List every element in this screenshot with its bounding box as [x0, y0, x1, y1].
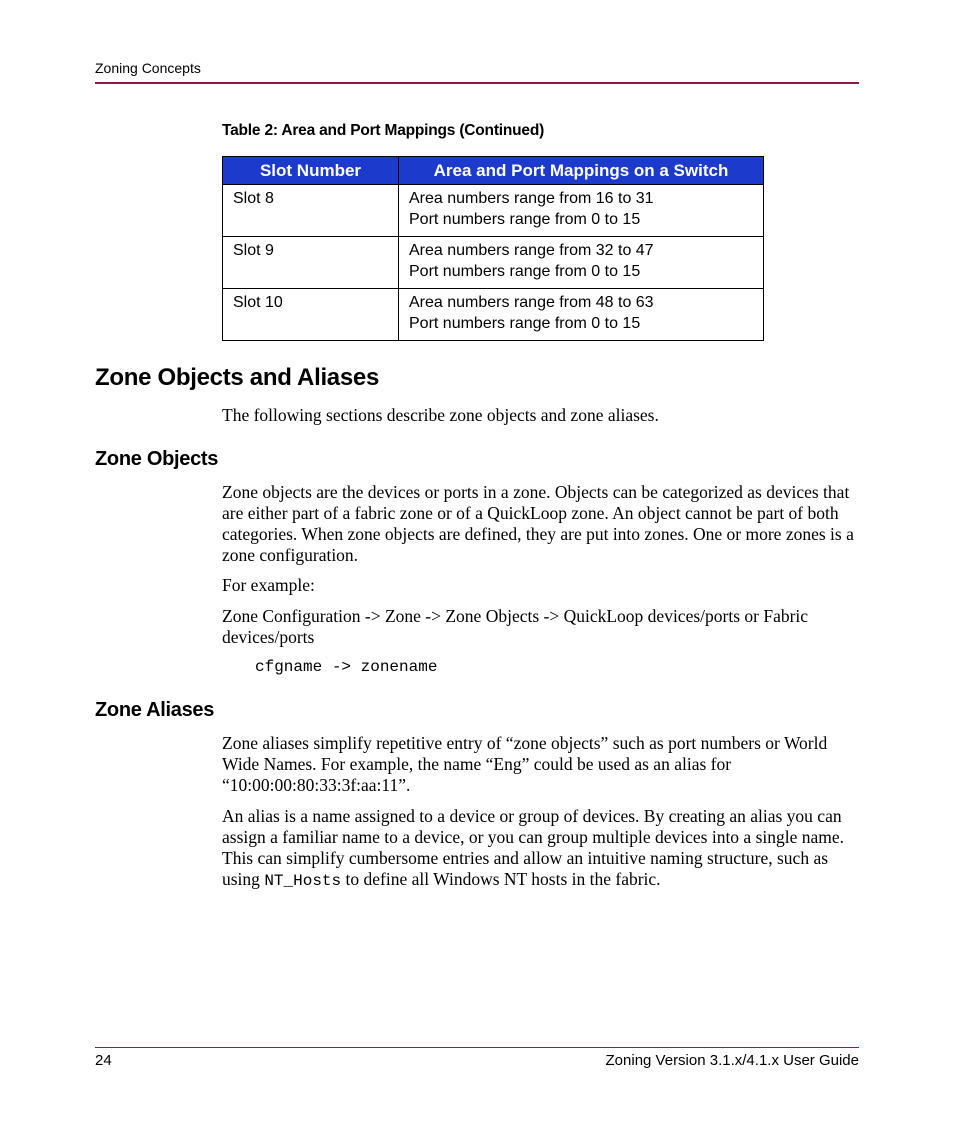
section-intro: The following sections describe zone objects and zone aliases.	[222, 405, 659, 425]
zone-hierarchy-text: Zone Configuration -> Zone -> Zone Objects -> QuickLoop devices/ports or Fabric devices/ports	[222, 606, 809, 647]
table-header-row	[223, 157, 764, 185]
slot-cell: Slot 10	[223, 289, 399, 341]
table-caption: Table 2: Area and Port Mappings (Continued)	[222, 122, 545, 139]
port-range-text: Port numbers range from 0 to 15	[409, 315, 641, 332]
footer-rule	[95, 1047, 859, 1048]
code-example: cfgname -> zonename	[255, 658, 438, 676]
running-header: Zoning Concepts	[95, 60, 201, 76]
area-range-text: Area numbers range from 16 to 31	[409, 190, 654, 207]
alias-text-start: An alias is a name assigned to a device or group of devices. By creating an alias you can assign a familiar name to a device, or you can group multiple devices into a single name. This can simplify cumbersome entries and allow an intuitive naming structure, such as using	[222, 806, 845, 889]
area-range-text: Area numbers range from 32 to 47	[409, 242, 654, 259]
area-port-mapping-table	[222, 156, 764, 341]
inline-code-nt-hosts: NT_Hosts	[264, 872, 342, 890]
slot-cell: Slot 8	[223, 185, 399, 237]
port-range-text: Port numbers range from 0 to 15	[409, 263, 641, 280]
zone-objects-heading: Zone Objects	[95, 448, 219, 470]
slot-cell: Slot 9	[223, 237, 399, 289]
table-row	[223, 289, 764, 341]
table-row	[223, 237, 764, 289]
zone-objects-paragraph: Zone objects are the devices or ports in a zone. Objects can be categorized as devices that are either part of a fabric zone or of a QuickLoop zone. An object cannot be part of both categories. When zone objects are defined, they are put into zones. One or more zones is a zone configuration.	[222, 482, 854, 565]
zone-aliases-paragraph: Zone aliases simplify repetitive entry of “zone objects” such as port numbers or World Wide Names. For example, the name “Eng” could be used as an alias for “10:00:00:80:33:3f:aa:11”.	[222, 733, 828, 795]
header-rule	[95, 82, 859, 84]
table-row	[223, 185, 764, 237]
document-title: Zoning Version 3.1.x/4.1.x User Guide	[605, 1052, 859, 1069]
column-header-mappings: Area and Port Mappings on a Switch	[399, 157, 764, 185]
mapping-cell	[399, 237, 764, 289]
section-heading: Zone Objects and Aliases	[95, 364, 379, 391]
mapping-cell	[399, 185, 764, 237]
example-label: For example:	[222, 575, 315, 595]
port-range-text: Port numbers range from 0 to 15	[409, 211, 641, 228]
page-number: 24	[95, 1052, 112, 1069]
column-header-slot: Slot Number	[223, 157, 399, 185]
mapping-cell	[399, 289, 764, 341]
alias-text-end: to define all Windows NT hosts in the fabric.	[341, 869, 661, 889]
area-range-text: Area numbers range from 48 to 63	[409, 294, 654, 311]
zone-aliases-heading: Zone Aliases	[95, 699, 215, 721]
alias-definition-paragraph	[222, 806, 862, 892]
